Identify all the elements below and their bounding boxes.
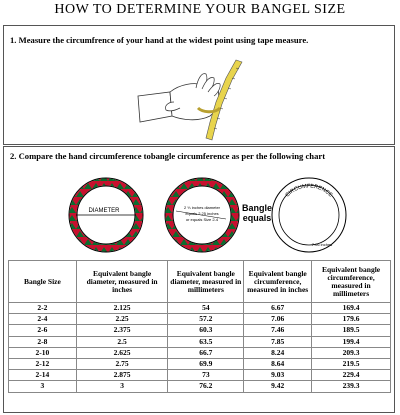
step-2-instruction: 2. Compare the hand circumference tobangle circumference as per the following chart — [10, 151, 326, 161]
table-cell: 7.06 — [244, 314, 312, 325]
table-cell: 2-14 — [9, 370, 77, 381]
table-cell: 76.2 — [168, 381, 244, 392]
page-title: HOW TO DETERMINE YOUR BANGEL SIZE — [54, 2, 346, 17]
step-1-panel — [3, 25, 395, 145]
table-cell: 2.75 — [76, 358, 168, 369]
sizing-bangle — [165, 178, 239, 252]
table-cell: 9.03 — [244, 370, 312, 381]
table-cell: 2-12 — [9, 358, 77, 369]
table-cell: 8.24 — [244, 347, 312, 358]
diameter-label: DIAMETER — [88, 208, 120, 214]
header-circumference-inches: Equivalent bangle circumference, measured in inches — [244, 261, 312, 303]
table-row — [9, 336, 391, 347]
table-cell: 229.4 — [312, 370, 391, 381]
equals-label: equals — [242, 213, 272, 223]
hand-measuring-illustration — [136, 58, 246, 144]
table-row — [9, 325, 391, 336]
table-cell: 169.4 — [312, 303, 391, 314]
diameter-bangle — [69, 178, 143, 252]
table-row — [9, 370, 391, 381]
table-cell: 3 — [76, 381, 168, 392]
table-cell: 2-6 — [9, 325, 77, 336]
table-cell: 2.125 — [76, 303, 168, 314]
table-row — [9, 381, 391, 392]
bangle-size-table — [8, 260, 391, 393]
table-cell: 69.9 — [168, 358, 244, 369]
header-diameter-mm: Equivalent bangle diameter, measured in millimeters — [168, 261, 244, 303]
table-cell: 63.5 — [168, 336, 244, 347]
table-cell: 189.5 — [312, 325, 391, 336]
table-cell: 2.25 — [76, 314, 168, 325]
table-cell: 60.3 — [168, 325, 244, 336]
bangle-label: Bangle — [241, 203, 273, 213]
table-cell: 2-10 — [9, 347, 77, 358]
table-cell: 209.3 — [312, 347, 391, 358]
step-2-panel — [3, 146, 395, 413]
table-row — [9, 303, 391, 314]
table-cell: 239.3 — [312, 381, 391, 392]
table-cell: 3 — [9, 381, 77, 392]
table-cell: 54 — [168, 303, 244, 314]
table-row — [9, 347, 391, 358]
table-cell: 199.4 — [312, 336, 391, 347]
table-cell: 219.5 — [312, 358, 391, 369]
table-cell: 7.85 — [244, 336, 312, 347]
circumference-value: 7.06 inches — [311, 242, 333, 247]
bangle-measurement-diagram — [4, 173, 394, 257]
size-note-line-1: 2 ⅓ inches diameter — [183, 205, 221, 210]
table-cell: 8.64 — [244, 358, 312, 369]
table-cell: 73 — [168, 370, 244, 381]
table-cell: 7.46 — [244, 325, 312, 336]
circumference-bangle — [272, 178, 346, 252]
header-diameter-inches: Equivalent bangle diameter, measured in inches — [76, 261, 168, 303]
table-row — [9, 358, 391, 369]
table-cell: 2-8 — [9, 336, 77, 347]
step-1-instruction: 1. Measure the circumfrence of your hand at the widest point using tape measure. — [10, 35, 309, 45]
size-note-line-3: or equals Size 2-4 — [185, 217, 219, 222]
table-cell: 179.6 — [312, 314, 391, 325]
table-cell: 2-4 — [9, 314, 77, 325]
table-row — [9, 314, 391, 325]
table-cell: 2.5 — [76, 336, 168, 347]
table-header-row — [9, 261, 391, 303]
header-bangle-size: Bangle Size — [9, 261, 77, 303]
table-cell: 2-2 — [9, 303, 77, 314]
table-cell: 2.375 — [76, 325, 168, 336]
table-cell: 66.7 — [168, 347, 244, 358]
size-note-line-2: equals 2.25 inches — [185, 211, 219, 216]
table-cell: 6.67 — [244, 303, 312, 314]
table-cell: 2.875 — [76, 370, 168, 381]
header-circumference-mm: Equivalent bangle circumference, measured in millimeters — [312, 261, 391, 303]
circumference-label: CIRCUMFERENCE — [284, 183, 334, 199]
table-cell: 9.42 — [244, 381, 312, 392]
table-cell: 57.2 — [168, 314, 244, 325]
table-cell: 2.625 — [76, 347, 168, 358]
